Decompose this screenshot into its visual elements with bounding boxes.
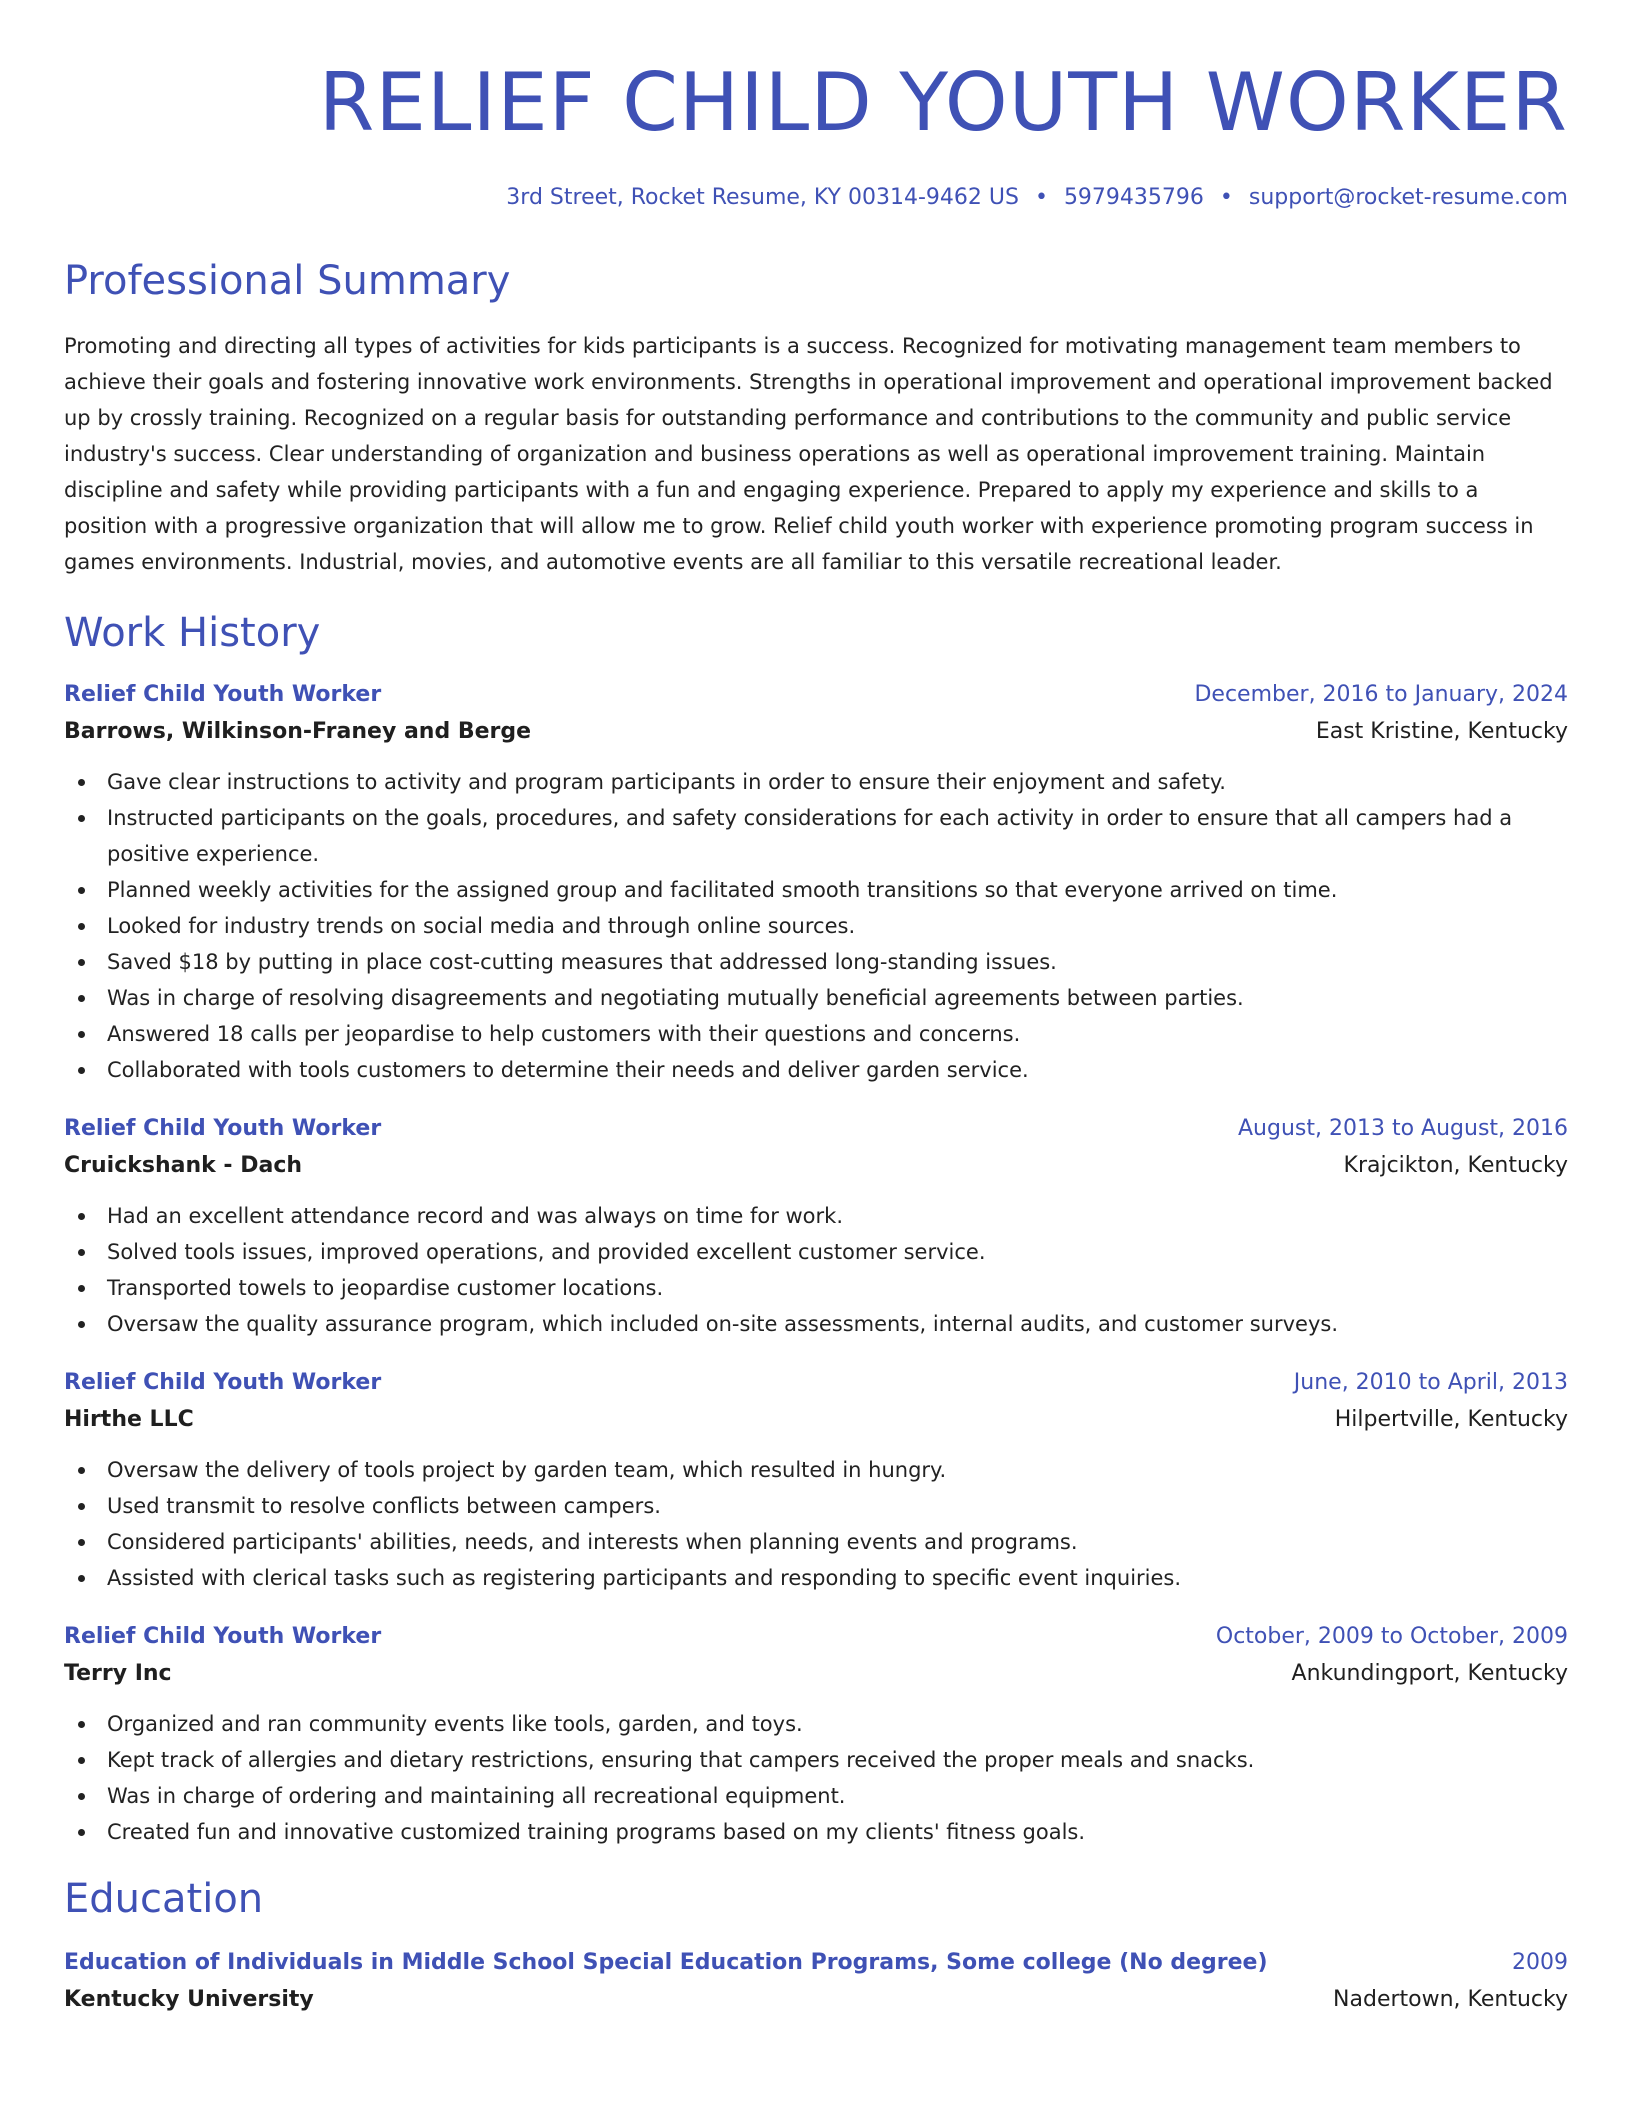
job-bullet: Created fun and innovative customized training programs based on my clients' fitness goals. (64, 1814, 1568, 1850)
summary-heading: Professional Summary (64, 258, 511, 304)
job-bullet: Oversaw the delivery of tools project by garden team, which resulted in hungry. (64, 1452, 1568, 1488)
job-company: Terry Inc (64, 1661, 172, 1686)
job-company-row (64, 712, 1568, 752)
job-location: Ankundingport, Kentucky (1291, 1661, 1568, 1686)
job-bullets (64, 764, 1568, 1088)
contact-line (64, 184, 1568, 212)
job-title: Relief Child Youth Worker (64, 1370, 382, 1395)
job-entry (64, 678, 1568, 1088)
job-bullet: Oversaw the quality assurance program, which included on-site assessments, internal audits, and customer surveys. (64, 1306, 1568, 1342)
job-header (64, 1366, 1568, 1400)
education-location: Nadertown, Kentucky (1333, 1987, 1568, 2012)
resume-name: RELIEF CHILD YOUTH WORKER (318, 56, 1568, 149)
job-location: Krajcikton, Kentucky (1343, 1153, 1568, 1178)
education-school-row (64, 1980, 1568, 2020)
job-company-row (64, 1400, 1568, 1440)
job-entry (64, 1366, 1568, 1596)
job-bullet: Looked for industry trends on social media and through online sources. (64, 908, 1568, 944)
job-title: Relief Child Youth Worker (64, 682, 382, 707)
job-title: Relief Child Youth Worker (64, 1116, 382, 1141)
job-dates: June, 2010 to April, 2013 (1293, 1370, 1568, 1395)
contact-separator: • (1034, 185, 1048, 210)
job-location: Hilpertville, Kentucky (1334, 1407, 1568, 1432)
job-header (64, 678, 1568, 712)
education-year: 2009 (1512, 1950, 1568, 1975)
job-company-row (64, 1146, 1568, 1186)
job-bullet: Used transmit to resolve conflicts between campers. (64, 1488, 1568, 1524)
job-bullet: Solved tools issues, improved operations, and provided excellent customer service. (64, 1234, 1568, 1270)
job-entry (64, 1620, 1568, 1850)
work-history-heading: Work History (64, 610, 321, 656)
job-bullets (64, 1452, 1568, 1596)
education-degree: Education of Individuals in Middle School Special Education Programs, Some college (No degree) (64, 1950, 1268, 1975)
job-bullets (64, 1198, 1568, 1342)
education-header (64, 1946, 1568, 1980)
job-bullet: Instructed participants on the goals, procedures, and safety considerations for each activity in order to ensure that all campers had a positive experience. (64, 800, 1568, 872)
job-bullet: Planned weekly activities for the assigned group and facilitated smooth transitions so that everyone arrived on time. (64, 872, 1568, 908)
education-school: Kentucky University (64, 1987, 314, 2012)
job-header (64, 1112, 1568, 1146)
contact-phone: 5979435796 (1063, 185, 1204, 210)
job-bullet: Kept track of allergies and dietary restrictions, ensuring that campers received the proper meals and snacks. (64, 1742, 1568, 1778)
education-entry (64, 1946, 1568, 2020)
contact-separator: • (1219, 185, 1233, 210)
job-company: Barrows, Wilkinson-Franey and Berge (64, 719, 532, 744)
job-company: Cruickshank - Dach (64, 1153, 303, 1178)
job-dates: December, 2016 to January, 2024 (1194, 682, 1568, 707)
summary-text: Promoting and directing all types of activities for kids participants is a success. Recognized for motivating management team members to achieve their goals and fostering innovative work environments. Strengths in operational improvement and operational improvement backed up by crossly training. Recognized on a regular basis for outstanding performance and contributions to the community and public service industry's success. Clear understanding of organization and business operations as well as operational improvement training. Maintain discipline and safety while providing participants with a fun and engaging experience. Prepared to apply my experience and skills to a position with a progressive organization that will allow me to grow. Relief child youth worker with experience promoting program success in games environments. Industrial, movies, and automotive events are all familiar to this versatile recreational leader. (64, 334, 1553, 574)
job-bullet: Was in charge of ordering and maintaining all recreational equipment. (64, 1778, 1568, 1814)
job-bullet: Answered 18 calls per jeopardise to help customers with their questions and concerns. (64, 1016, 1568, 1052)
job-bullets (64, 1706, 1568, 1850)
job-dates: October, 2009 to October, 2009 (1215, 1624, 1568, 1649)
job-bullet: Collaborated with tools customers to determine their needs and deliver garden service. (64, 1052, 1568, 1088)
job-bullet: Assisted with clerical tasks such as registering participants and responding to specific event inquiries. (64, 1560, 1568, 1596)
job-dates: August, 2013 to August, 2016 (1238, 1116, 1568, 1141)
education-heading: Education (64, 1876, 264, 1922)
contact-address: 3rd Street, Rocket Resume, KY 00314-9462 US (506, 185, 1019, 210)
job-entry (64, 1112, 1568, 1342)
contact-email: support@rocket-resume.com (1248, 185, 1568, 210)
job-bullet: Gave clear instructions to activity and program participants in order to ensure their enjoyment and safety. (64, 764, 1568, 800)
job-bullet: Considered participants' abilities, needs, and interests when planning events and programs. (64, 1524, 1568, 1560)
job-company-row (64, 1654, 1568, 1694)
job-location: East Kristine, Kentucky (1315, 719, 1568, 744)
resume-page (64, 0, 1568, 2020)
job-bullet: Saved $18 by putting in place cost-cutting measures that addressed long-standing issues. (64, 944, 1568, 980)
job-bullet: Had an excellent attendance record and was always on time for work. (64, 1198, 1568, 1234)
job-title: Relief Child Youth Worker (64, 1624, 382, 1649)
job-company: Hirthe LLC (64, 1407, 194, 1432)
job-bullet: Organized and ran community events like tools, garden, and toys. (64, 1706, 1568, 1742)
job-bullet: Was in charge of resolving disagreements and negotiating mutually beneficial agreements between parties. (64, 980, 1568, 1016)
job-bullet: Transported towels to jeopardise customer locations. (64, 1270, 1568, 1306)
job-header (64, 1620, 1568, 1654)
